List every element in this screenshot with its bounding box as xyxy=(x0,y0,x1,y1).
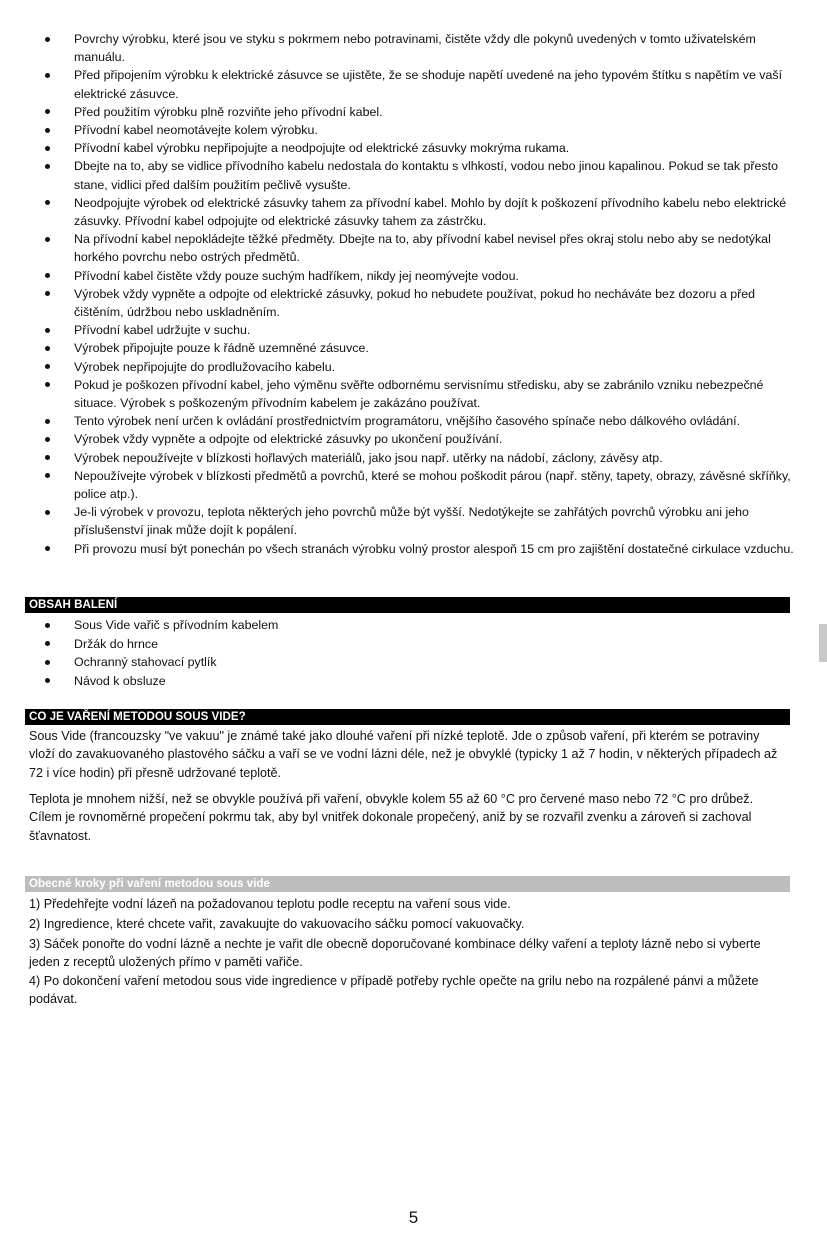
package-item: Sous Vide vařič s přívodním kabelem xyxy=(42,616,542,635)
bullet-icon xyxy=(45,623,50,628)
step-item: 2) Ingredience, které chcete vařit, zavakuujte do vakuovacího sáčku pomocí vakuovačky. xyxy=(29,917,525,931)
safety-item: Přívodní kabel čistěte vždy pouze suchým hadříkem, nikdy jej neomývejte vodou. xyxy=(42,267,802,285)
bullet-icon xyxy=(45,473,50,478)
safety-item: Na přívodní kabel nepokládejte těžké předměty. Dbejte na to, aby přívodní kabel nevisel přes okraj stolu nebo aby se nedotýkal horkého povrchu nebo ostrých předmětů. xyxy=(42,230,802,266)
sous-vide-intro-paragraph: Sous Vide (francouzsky "ve vakuu" je známé také jako dlouhé vaření při nízké teplotě. Jde o způsob vaření, při kterém se potraviny vloží do zavakuovaného plastového sáčku a vaří se ve vodní lázni déle, než je obvyklé (typicky 1 až 7 hodin, v některých případech až 72 i více hodin) při přesně udržované teplotě. xyxy=(29,729,778,780)
safety-item: Výrobek vždy vypněte a odpojte od elektrické zásuvky, pokud ho nebudete používat, pokud ho necháváte bez dozoru a před čištěním, údržbou nebo uskladněním. xyxy=(42,285,802,321)
bullet-icon xyxy=(45,146,50,151)
bullet-icon xyxy=(45,37,50,42)
safety-item: Výrobek nepoužívejte v blízkosti hořlavých materiálů, jako jsou např. utěrky na nádobí, záclony, závěsy atp. xyxy=(42,449,802,467)
safety-item: Dbejte na to, aby se vidlice přívodního kabelu nedostala do kontaktu s vlhkostí, vodou nebo jinou kapalinou. Pokud se tak přesto stane, vidlici před dalším použitím pečlivě vysušte. xyxy=(42,157,802,193)
bullet-icon xyxy=(45,73,50,78)
sous-vide-temperature-paragraph: Teplota je mnohem nižší, než se obvykle používá při vaření, obvykle kolem 55 až 60 °C pro červené maso nebo 72 °C pro drůbež. Cílem je rovnoměrné propečení pokrmu tak, aby byl vnitřek dokonale propečený, aniž by se rozvařil zvenku a zároveň si zachoval šťavnatost. xyxy=(29,792,754,843)
package-item: Držák do hrnce xyxy=(42,635,542,654)
sous-vide-heading: CO JE VAŘENÍ METODOU SOUS VIDE? xyxy=(25,709,790,725)
bullet-icon xyxy=(45,291,50,296)
bullet-icon xyxy=(45,546,50,551)
safety-item: Přívodní kabel neomotávejte kolem výrobku. xyxy=(42,121,802,139)
package-contents-heading: OBSAH BALENÍ xyxy=(25,597,790,613)
bullet-icon xyxy=(45,641,50,646)
bullet-icon xyxy=(45,678,50,683)
bullet-icon xyxy=(45,273,50,278)
bullet-icon xyxy=(45,419,50,424)
safety-item: Přívodní kabel výrobku nepřipojujte a neodpojujte od elektrické zásuvky mokrýma rukama. xyxy=(42,139,802,157)
step-item: 1) Předehřejte vodní lázeň na požadovanou teplotu podle receptu na vaření sous vide. xyxy=(29,897,511,911)
safety-item: Při provozu musí být ponechán po všech stranách výrobku volný prostor alespoň 15 cm pro zajištění dostatečné cirkulace vzduchu. xyxy=(42,540,802,558)
bullet-icon xyxy=(45,128,50,133)
bullet-icon xyxy=(45,437,50,442)
bullet-icon xyxy=(45,328,50,333)
safety-item: Před použitím výrobku plně rozviňte jeho přívodní kabel. xyxy=(42,103,802,121)
bullet-icon xyxy=(45,346,50,351)
package-item: Ochranný stahovací pytlík xyxy=(42,653,542,672)
bullet-icon xyxy=(45,200,50,205)
bullet-icon xyxy=(45,237,50,242)
safety-item: Neodpojujte výrobek od elektrické zásuvky tahem za přívodní kabel. Mohlo by dojít k poškození přívodního kabelu nebo elektrické zásuvky. Přívodní kabel odpojujte od elektrické zásuvky tahem za zástrčku. xyxy=(42,194,802,230)
safety-item: Výrobek vždy vypněte a odpojte od elektrické zásuvky po ukončení používání. xyxy=(42,430,802,448)
page-number: 5 xyxy=(408,1208,419,1227)
bullet-icon xyxy=(45,660,50,665)
package-item: Návod k obsluze xyxy=(42,672,542,691)
bullet-icon xyxy=(45,510,50,515)
side-tab-marker xyxy=(819,624,827,662)
safety-item: Nepoužívejte výrobek v blízkosti předmětů a povrchů, které se mohou poškodit párou (např. stěny, tapety, obrazy, závěsné skříňky, police atp.). xyxy=(42,467,802,503)
safety-item: Výrobek připojujte pouze k řádně uzemněné zásuvce. xyxy=(42,339,802,357)
bullet-icon xyxy=(45,364,50,369)
safety-item: Je-li výrobek v provozu, teplota některých jeho povrchů může být vyšší. Nedotýkejte se zahřátých povrchů výrobku ani jeho příslušenství jinak může dojít k popálení. xyxy=(42,503,802,539)
step-item: 3) Sáček ponořte do vodní lázně a nechte je vařit dle obecně doporučované kombinace délky vaření a teploty lázně nebo si vyberte jeden z receptů uložených přímo v paměti vařiče. xyxy=(29,937,761,970)
step-item: 4) Po dokončení vaření metodou sous vide ingredience v případě potřeby rychle opečte na grilu nebo na rozpálené pánvi a můžete podávat. xyxy=(29,974,759,1007)
steps-heading: Obecné kroky při vaření metodou sous vide xyxy=(25,876,790,892)
bullet-icon xyxy=(45,109,50,114)
bullet-icon xyxy=(45,164,50,169)
safety-item: Tento výrobek není určen k ovládání prostřednictvím programátoru, vnějšího časového spínače nebo dálkového ovládání. xyxy=(42,412,802,430)
safety-item: Pokud je poškozen přívodní kabel, jeho výměnu svěřte odbornému servisnímu středisku, aby se zabránilo vzniku nebezpečné situace. Výrobek s poškozeným přívodním kabelem je zakázáno používat. xyxy=(42,376,802,412)
safety-item: Přívodní kabel udržujte v suchu. xyxy=(42,321,802,339)
safety-item: Výrobek nepřipojujte do prodlužovacího kabelu. xyxy=(42,358,802,376)
package-contents-list xyxy=(42,616,542,690)
safety-item: Před připojením výrobku k elektrické zásuvce se ujistěte, že se shoduje napětí uvedené na jeho typovém štítku s napětím ve vaší elektrické zásuvce. xyxy=(42,66,802,102)
bullet-icon xyxy=(45,382,50,387)
bullet-icon xyxy=(45,455,50,460)
safety-item: Povrchy výrobku, které jsou ve styku s pokrmem nebo potravinami, čistěte vždy dle pokynů uvedených v tomto uživatelském manuálu. xyxy=(42,30,802,66)
safety-instructions-list xyxy=(42,30,802,558)
